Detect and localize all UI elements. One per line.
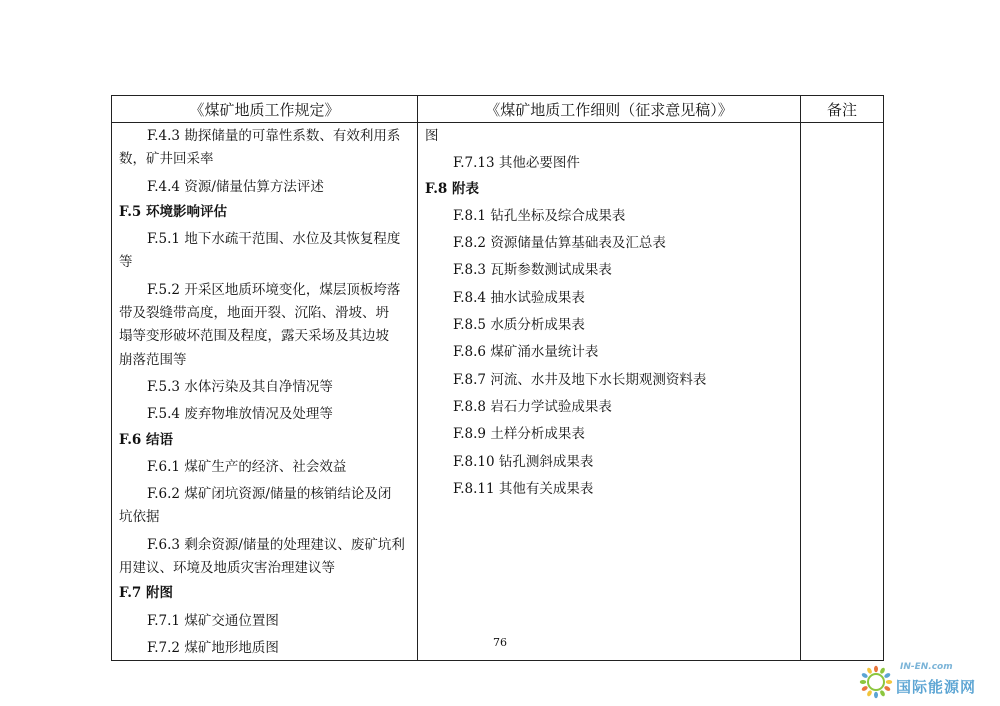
header-right: 《煤矿地质工作细则（征求意见稿）》 [418,96,801,123]
watermark-domain: IN-EN.com [900,662,953,672]
header-left: 《煤矿地质工作规定》 [112,96,418,123]
right-column-content [418,123,800,501]
text-line: F.8.11 其他有关成果表 [453,480,594,497]
text-line: 等 [119,254,133,271]
text-block [425,259,794,282]
text-block [425,287,794,310]
text-line: F.8.6 煤矿涌水量统计表 [453,344,599,361]
text-line: 带及裂缝带高度，地面开裂、沉陷、滑坡、坍 [119,305,389,322]
text-block [425,396,794,419]
text-block [119,176,411,199]
table-body-row [112,123,884,661]
logo-ray [886,680,892,684]
header-note: 备注 [801,96,884,123]
text-block [119,456,411,479]
text-line: F.8.10 钻孔测斜成果表 [453,453,594,470]
text-line: 用建议、环境及地质灾害治理建议等 [119,560,335,577]
logo-ray [884,672,892,679]
text-block [119,228,411,275]
logo-ray [861,685,869,692]
section-heading: F.7 附图 [119,585,174,602]
section-heading: F.6 结语 [119,431,174,448]
logo-ray [874,692,878,698]
note-column-content [801,123,883,125]
text-block [425,125,794,148]
text-line: 崩落范围等 [119,351,187,368]
text-line: F.8.7 河流、水井及地下水长期观测资料表 [453,371,707,388]
logo-ray [860,680,866,684]
watermark-logo [856,658,996,704]
text-block [119,403,411,426]
text-block [425,369,794,392]
logo-ray [861,672,869,679]
left-column-content [112,123,417,660]
text-line: F.6.1 煤矿生产的经济、社会效益 [147,458,347,475]
right-column-cell [418,123,801,661]
text-line: F.5.2 开采区地质环境变化，煤层顶板垮落 [147,281,401,298]
text-line: F.4.4 资源/储量估算方法评述 [147,178,324,195]
text-line: F.5.1 地下水疏干范围、水位及其恢复程度 [147,231,401,248]
text-block [119,610,411,633]
text-block [425,451,794,474]
text-block [425,314,794,337]
text-line: F.8.1 钻孔坐标及综合成果表 [453,207,626,224]
sun-logo-icon [856,658,896,702]
table-header-row [112,96,884,123]
text-line: F.8.5 水质分析成果表 [453,317,585,334]
page-number: 76 [493,636,507,649]
text-line: F.4.3 勘探储量的可靠性系数、有效利用系 [147,128,401,144]
logo-ray [879,690,886,698]
logo-ray [866,690,873,698]
text-block [425,232,794,255]
logo-ray [874,666,878,672]
text-line: F.7.2 煤矿地形地质图 [147,639,279,656]
text-line: 数，矿井回采率 [119,151,214,168]
text-block [119,534,411,581]
text-line: F.8.9 土样分析成果表 [453,426,585,443]
section-heading: F.8 附表 [425,180,480,197]
text-block [425,423,794,446]
text-line: F.5.3 水体污染及其自净情况等 [147,378,333,395]
text-line: F.8.4 抽水试验成果表 [453,289,585,306]
text-line: 图 [425,128,439,144]
text-block [425,478,794,501]
text-line: F.6.2 煤矿闭坑资源/储量的核销结论及闭 [147,486,392,503]
text-line: F.7.1 煤矿交通位置图 [147,612,279,629]
text-block [119,279,411,372]
logo-ray [866,667,873,675]
section-heading: F.5 环境影响评估 [119,203,228,220]
logo-ray [884,685,892,692]
watermark-name: 国际能源网 [896,678,977,696]
text-line: F.8.8 岩石力学试验成果表 [453,398,612,415]
text-block [425,341,794,364]
text-line: F.8.3 瓦斯参数测试成果表 [453,262,612,279]
text-block [119,376,411,399]
text-line: 坑依据 [119,509,160,526]
text-line: 塌等变形破坏范围及程度，露天采场及其边坡 [119,328,389,345]
left-column-cell [112,123,418,661]
text-block [119,125,411,172]
text-line: F.5.4 废弃物堆放情况及处理等 [147,406,333,423]
text-block [425,152,794,175]
text-line: F.6.3 剩余资源/储量的处理建议、废矿坑利 [147,536,405,553]
text-line: F.8.2 资源储量估算基础表及汇总表 [453,235,666,252]
text-line: F.7.13 其他必要图件 [453,155,580,172]
text-block [119,483,411,530]
comparison-table [111,95,884,661]
logo-ray [879,667,886,675]
note-column-cell [801,123,884,661]
text-block [425,205,794,228]
